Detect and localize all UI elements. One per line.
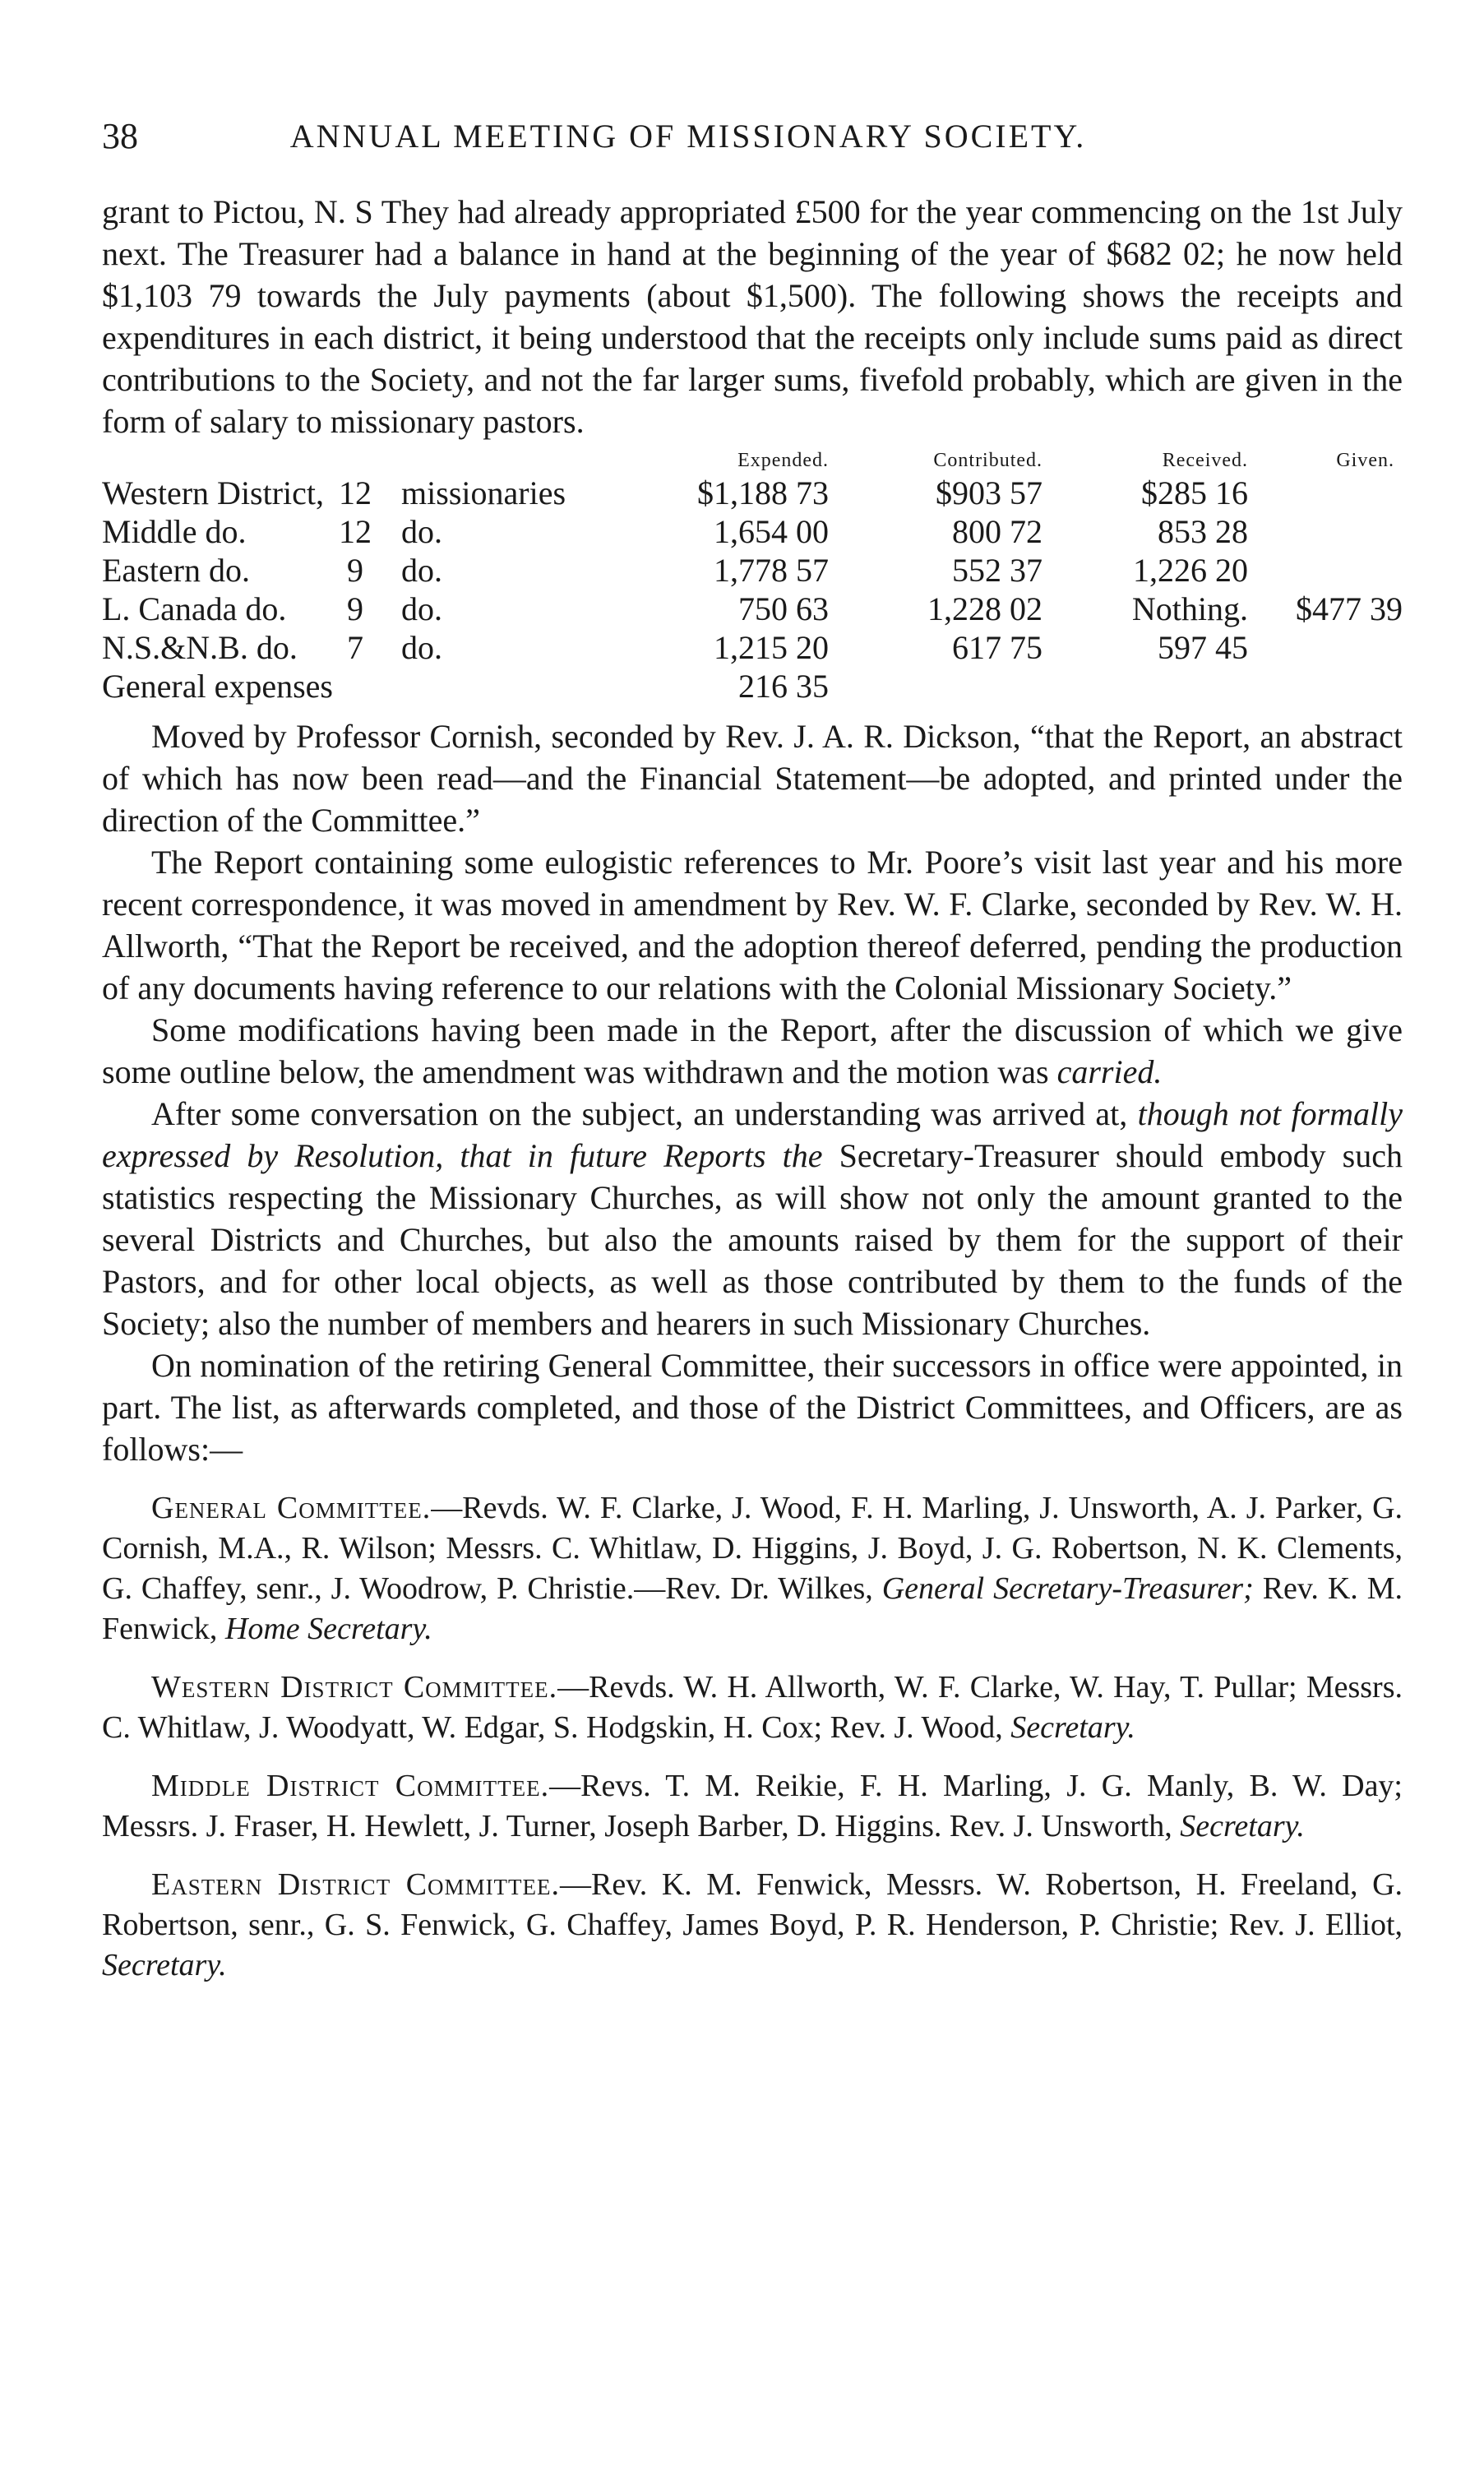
received-cell: Nothing.: [1131, 590, 1249, 627]
missionaries-cell: do.: [401, 629, 443, 666]
table-header-row: [102, 447, 1403, 474]
received-cell: 597 45: [1158, 629, 1249, 666]
header-received: Received.: [1162, 450, 1249, 471]
middle-committee-role: Secretary.: [1180, 1809, 1305, 1843]
given-cell: [1256, 551, 1403, 590]
general-committee-role2: Home Secretary.: [224, 1612, 432, 1646]
eastern-committee-text: —Rev. K. M. Fenwick, Messrs. W. Robertson, H. Freeland, G. Robertson, senr., G. S. Fenwick, G. Chaffey, James Boyd, P. R. Henderson, P. Christie; Rev. J. Elliot,: [102, 1867, 1403, 1942]
given-cell: [1256, 512, 1403, 551]
modifications-paragraph: [102, 1009, 1403, 1093]
western-committee-role: Secretary.: [1010, 1710, 1135, 1745]
num-cell: 12: [339, 513, 372, 550]
nomination-paragraph: On nomination of the retiring General Committee, their successors in office were appointed, in part. The list, as afterwards completed, and those of the District Committees, and Officers, are as follows:—: [102, 1347, 1403, 1468]
missionaries-cell: do.: [401, 590, 443, 627]
given-cell: [1256, 628, 1403, 667]
after-paragraph: [102, 1093, 1403, 1344]
expended-cell: 1,778 57: [714, 552, 830, 589]
table-row: [102, 551, 1403, 590]
general-committee-role1: General Secretary-Treasurer;: [881, 1571, 1254, 1606]
district-cell: N.S.&N.B. do.: [102, 629, 298, 666]
num-cell: 9: [347, 590, 364, 627]
given-cell: $477 39: [1296, 590, 1403, 627]
missionaries-cell: do.: [401, 552, 443, 589]
page-number: 38: [102, 116, 138, 156]
western-committee-title: Western District Committee.: [151, 1670, 558, 1705]
eastern-committee: [102, 1865, 1403, 1986]
middle-committee-title: Middle District Committee.: [151, 1769, 550, 1803]
page-header: [102, 115, 1274, 161]
general-committee-text: —Revds. W. F. Clarke, J. Wood, F. H. Marling, J. Unsworth, A. J. Parker, G. Cornish, M.A., R. Wilson; Messrs. C. Whitlaw, D. Higgins, J. Boyd, J. G. Robertson, N. K. Clements, G. Chaffey, senr., J. Woodrow, P. Christie.—Rev. Dr. Wilkes,: [102, 1491, 1403, 1606]
eastern-committee-role: Secretary.: [102, 1948, 227, 1982]
contributed-cell: 617 75: [952, 629, 1043, 666]
after-text-italic: though not formally expressed by Resolution, that in future Reports the: [102, 1095, 1403, 1174]
general-committee-title: General Committee.: [151, 1491, 432, 1525]
header-expended: Expended.: [737, 450, 830, 471]
header-given: Given.: [1336, 450, 1394, 471]
contributed-cell: 1,228 02: [927, 590, 1043, 627]
after-text-rest: Secretary-Treasurer should embody such statistics respecting the Missionary Churches, as will show not only the amount granted to the several Districts and Churches, but also the amounts raised by them for the support of their Pastors, and for other local objects, as well as those contributed by them to the funds of the Society; also the number of members and hearers in such Missionary Churches.: [102, 1137, 1403, 1342]
middle-committee: [102, 1766, 1403, 1847]
expended-cell: 1,654 00: [714, 513, 830, 550]
table-row-general: [102, 667, 1403, 705]
table-row: [102, 512, 1403, 551]
received-cell: 1,226 20: [1133, 552, 1249, 589]
western-committee: [102, 1668, 1403, 1748]
expended-cell: 1,215 20: [714, 629, 830, 666]
given-cell: [1256, 474, 1403, 512]
district-cell: Western District,: [102, 474, 325, 511]
middle-committee-text: —Revs. T. M. Reikie, F. H. Marling, J. G. Manly, B. W. Day; Messrs. J. Fraser, H. Hewlett, J. Turner, Joseph Barber, D. Higgins. Rev. J. Unsworth,: [102, 1769, 1403, 1843]
report-paragraph: The Report containing some eulogistic references to Mr. Poore’s visit last year and his more recent correspondence, it was moved in amendment by Rev. W. F. Clarke, seconded by Rev. W. H. Allworth, “That the Report be received, and the adoption thereof deferred, pending the production of any documents having reference to our relations with the Colonial Missionary Society.”: [102, 844, 1403, 1006]
intro-paragraph: grant to Pictou, N. S They had already appropriated £500 for the year commencing on the 1st July next. The Treasurer had a balance in hand at the beginning of the year of $682 02; he now held $1,103 79 towards the July payments (about $1,500). The following shows the receipts and expenditures in each district, it being understood that the receipts only include sums paid as direct contributions to the Society, and not the far larger sums, fivefold probably, which are given in the form of salary to missionary pastors.: [102, 193, 1403, 440]
header-contributed: Contributed.: [933, 450, 1043, 471]
general-committee-text2: Rev. K. M. Fenwick,: [102, 1571, 1403, 1646]
financial-table: [102, 447, 1403, 705]
district-cell: Middle do.: [102, 513, 247, 550]
running-title: ANNUAL MEETING OF MISSIONARY SOCIETY.: [289, 118, 1087, 155]
after-text-start: After some conversation on the subject, an understanding was arrived at,: [151, 1095, 1128, 1132]
missionaries-cell: do.: [401, 513, 443, 550]
missionaries-cell: missionaries: [401, 474, 566, 511]
expended-cell: 750 63: [738, 590, 830, 627]
page-body: [102, 191, 1403, 1986]
district-cell: L. Canada do.: [102, 590, 287, 627]
received-cell: 853 28: [1158, 513, 1249, 550]
general-expenses-amount: 216 35: [738, 668, 830, 705]
moved-paragraph: Moved by Professor Cornish, seconded by Rev. J. A. R. Dickson, “that the Report, an abstract of which has now been read—and the Financial Statement—be adopted, and printed under the direction of the Committee.”: [102, 718, 1403, 839]
western-committee-text: —Revds. W. H. Allworth, W. F. Clarke, W. Hay, T. Pullar; Messrs. C. Whitlaw, J. Woodyatt, W. Edgar, S. Hodgskin, H. Cox; Rev. J. Wood,: [102, 1670, 1403, 1745]
general-expenses-label: General expenses: [102, 668, 333, 705]
table-row: [102, 590, 1403, 628]
carried-text: carried.: [1056, 1053, 1163, 1090]
num-cell: 9: [347, 552, 364, 589]
modifications-text: Some modifications having been made in the Report, after the discussion of which we give some outline below, the amendment was withdrawn and the motion was: [102, 1011, 1403, 1090]
general-committee: [102, 1488, 1403, 1649]
received-cell: $285 16: [1141, 474, 1249, 511]
district-cell: Eastern do.: [102, 552, 250, 589]
expended-cell: $1,188 73: [697, 474, 830, 511]
contributed-cell: 800 72: [952, 513, 1043, 550]
contributed-cell: $903 57: [936, 474, 1043, 511]
table-row: [102, 628, 1403, 667]
table-row: [102, 474, 1403, 512]
eastern-committee-title: Eastern District Committee.: [151, 1867, 561, 1902]
contributed-cell: 552 37: [952, 552, 1043, 589]
num-cell: 12: [339, 474, 372, 511]
num-cell: 7: [347, 629, 364, 666]
